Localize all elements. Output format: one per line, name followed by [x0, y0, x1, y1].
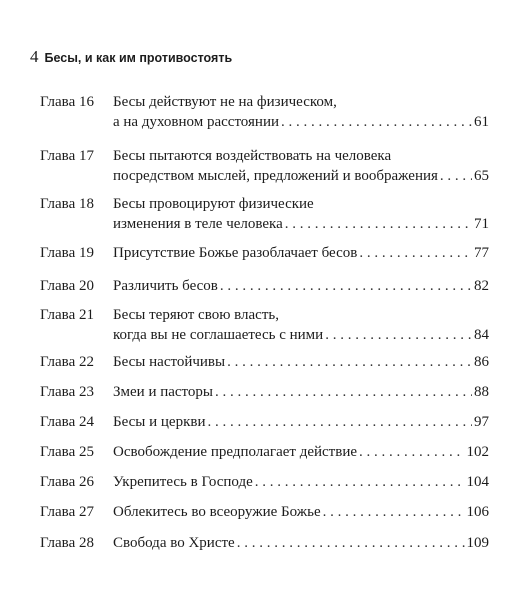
dot-leader [281, 112, 472, 132]
chapter-label: Глава 28 [40, 535, 94, 551]
chapter-title-line [113, 92, 489, 112]
chapter-title-line [113, 112, 489, 132]
chapter-title-line [113, 305, 489, 325]
dot-leader [440, 166, 472, 186]
chapter-title-line [113, 243, 489, 263]
running-head [30, 47, 232, 67]
dot-leader [215, 382, 472, 402]
chapter-title [113, 412, 489, 432]
chapter-title-line [113, 194, 489, 214]
dot-leader [255, 472, 465, 492]
dot-leader [323, 502, 465, 522]
chapter-title-line [113, 533, 489, 553]
chapter-title-text: Змеи и пасторы [113, 384, 213, 400]
chapter-title-text: Присутствие Божье разоблачает бесов [113, 245, 358, 261]
dot-leader [325, 325, 472, 345]
chapter-title [113, 442, 489, 462]
chapter-title-text: Бесы настойчивы [113, 354, 226, 370]
chapter-title-line [113, 325, 489, 345]
chapter-title [113, 352, 489, 372]
chapter-title [113, 502, 489, 522]
chapter-title-line [113, 146, 489, 166]
chapter-title-text: Бесы и церкви [113, 414, 206, 430]
page-reference: 102 [466, 444, 489, 460]
chapter-title-text: Бесы провоцируют физические [113, 196, 314, 212]
chapter-label: Глава 21 [40, 307, 94, 323]
chapter-title-text: Бесы пытаются воздействовать на человека [113, 148, 392, 164]
page-reference: 61 [474, 114, 489, 130]
page-reference: 86 [474, 354, 489, 370]
chapter-title-text: Освобождение предполагает действие [113, 444, 358, 460]
running-title: Бесы, и как им противостоять [44, 51, 233, 65]
dot-leader [237, 533, 465, 553]
dot-leader [208, 412, 473, 432]
chapter-title-text: Свобода во Христе [113, 535, 235, 551]
chapter-title [113, 382, 489, 402]
page-reference: 104 [466, 474, 489, 490]
page-reference: 71 [474, 216, 489, 232]
chapter-title-line [113, 382, 489, 402]
dot-leader [359, 243, 472, 263]
chapter-title-line [113, 214, 489, 234]
chapter-title-text: Бесы теряют свою власть, [113, 307, 279, 323]
chapter-title [113, 194, 489, 234]
page-reference: 97 [474, 414, 489, 430]
chapter-label: Глава 16 [40, 94, 94, 110]
chapter-title [113, 243, 489, 263]
page-reference: 65 [474, 168, 489, 184]
chapter-title [113, 533, 489, 553]
dot-leader [285, 214, 472, 234]
chapter-title-line [113, 442, 489, 462]
chapter-label: Глава 17 [40, 148, 94, 164]
page-reference: 109 [466, 535, 489, 551]
dot-leader [359, 442, 464, 462]
chapter-title-line [113, 352, 489, 372]
chapter-title [113, 305, 489, 345]
chapter-title-text: посредством мыслей, предложений и воображения [113, 168, 438, 184]
page-number: 4 [30, 47, 39, 66]
chapter-title-text: Облекитесь во всеоружие Божье [113, 504, 321, 520]
page-reference: 106 [466, 504, 489, 520]
chapter-title-text: а на духовном расстоянии [113, 114, 279, 130]
chapter-title [113, 146, 489, 186]
chapter-title-text: Бесы действуют не на физическом, [113, 94, 337, 110]
chapter-label: Глава 23 [40, 384, 94, 400]
chapter-label: Глава 25 [40, 444, 94, 460]
chapter-title-text: Различить бесов [113, 278, 218, 294]
page-reference: 82 [474, 278, 489, 294]
chapter-title [113, 472, 489, 492]
chapter-title-line [113, 412, 489, 432]
chapter-title [113, 276, 489, 296]
chapter-title-line [113, 502, 489, 522]
dot-leader [227, 352, 472, 372]
chapter-title-line [113, 166, 489, 186]
page-reference: 77 [474, 245, 489, 261]
chapter-label: Глава 19 [40, 245, 94, 261]
chapter-label: Глава 20 [40, 278, 94, 294]
chapter-title-line [113, 276, 489, 296]
chapter-label: Глава 22 [40, 354, 94, 370]
chapter-title-text: изменения в теле человека [113, 216, 283, 232]
chapter-title-text: когда вы не соглашаетесь с ними [113, 327, 324, 343]
chapter-label: Глава 18 [40, 196, 94, 212]
page-reference: 88 [474, 384, 489, 400]
chapter-title-line [113, 472, 489, 492]
chapter-label: Глава 24 [40, 414, 94, 430]
page-reference: 84 [474, 327, 489, 343]
chapter-label: Глава 26 [40, 474, 94, 490]
chapter-label: Глава 27 [40, 504, 94, 520]
chapter-title [113, 92, 489, 132]
dot-leader [220, 276, 472, 296]
chapter-title-text: Укрепитесь в Господе [113, 474, 253, 490]
